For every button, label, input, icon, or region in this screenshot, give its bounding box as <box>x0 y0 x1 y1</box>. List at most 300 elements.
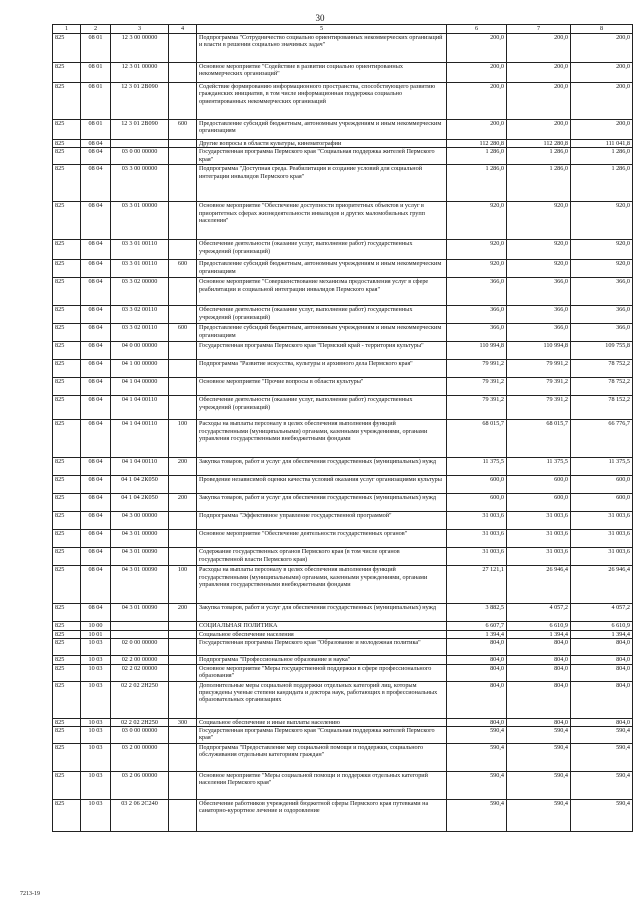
header-row <box>53 25 633 34</box>
expense-type-cell <box>169 396 197 420</box>
section-code-cell: 08 04 <box>81 148 111 165</box>
amount-year2-cell: 79 391,2 <box>507 378 571 396</box>
amount-year1-cell: 804,0 <box>447 681 507 718</box>
section-code-cell: 08 04 <box>81 260 111 278</box>
item-name-cell: Предоставление субсидий бюджетным, автономным учреждениям и иным некоммерческим организациям <box>197 120 447 140</box>
section-code-cell: 08 04 <box>81 396 111 420</box>
ministry-code-cell: 825 <box>53 530 81 548</box>
table-row <box>53 622 633 630</box>
section-code-cell: 08 04 <box>81 342 111 360</box>
amount-year1-cell: 200,0 <box>447 63 507 83</box>
expense-type-cell <box>169 378 197 396</box>
amount-year1-cell: 590,4 <box>447 772 507 800</box>
target-code-cell: 04 1 04 2К050 <box>111 494 169 512</box>
table-row <box>53 727 633 744</box>
table-row <box>53 278 633 306</box>
amount-year2-cell: 590,4 <box>507 772 571 800</box>
amount-year2-cell: 920,0 <box>507 202 571 240</box>
ministry-code-cell: 825 <box>53 458 81 476</box>
section-code-cell: 10 03 <box>81 772 111 800</box>
expense-type-cell <box>169 664 197 681</box>
expense-type-cell <box>169 772 197 800</box>
expense-type-cell <box>169 202 197 240</box>
item-name-cell: Обеспечение деятельности (оказание услуг, выполнение работ) государственных учреждений (организаций) <box>197 240 447 260</box>
table-row <box>53 378 633 396</box>
amount-year3-cell: 1 394,4 <box>571 630 633 638</box>
amount-year1-cell: 804,0 <box>447 656 507 664</box>
target-code-cell: 02 2 02 00000 <box>111 664 169 681</box>
amount-year2-cell: 366,0 <box>507 324 571 342</box>
amount-year2-cell: 31 003,6 <box>507 548 571 566</box>
expense-type-cell: 600 <box>169 324 197 342</box>
target-code-cell <box>111 622 169 630</box>
item-name-cell: Содействие формированию информационного пространства, способствующего развитию гражданских инициатив, в том числе информационная поддержка социально ориентированных некоммерческих организаций <box>197 83 447 120</box>
amount-year3-cell: 366,0 <box>571 324 633 342</box>
section-code-cell: 08 04 <box>81 604 111 622</box>
amount-year2-cell: 366,0 <box>507 278 571 306</box>
ministry-code-cell: 825 <box>53 306 81 324</box>
section-code-cell: 10 00 <box>81 622 111 630</box>
expense-type-cell <box>169 140 197 148</box>
amount-year3-cell: 804,0 <box>571 656 633 664</box>
ministry-code-cell: 825 <box>53 324 81 342</box>
amount-year3-cell: 920,0 <box>571 202 633 240</box>
ministry-code-cell: 825 <box>53 604 81 622</box>
ministry-code-cell: 825 <box>53 681 81 718</box>
ministry-code-cell: 825 <box>53 727 81 744</box>
amount-year1-cell: 6 607,7 <box>447 622 507 630</box>
ministry-code-cell: 825 <box>53 140 81 148</box>
section-code-cell: 10 03 <box>81 744 111 772</box>
section-code-cell: 08 04 <box>81 530 111 548</box>
expense-type-cell <box>169 800 197 832</box>
item-name-cell: Основное мероприятие "Содействие в развитии социально ориентированных некоммерческих организаций" <box>197 63 447 83</box>
ministry-code-cell: 825 <box>53 34 81 63</box>
table-row <box>53 664 633 681</box>
amount-year1-cell: 366,0 <box>447 278 507 306</box>
table-row <box>53 360 633 378</box>
ministry-code-cell: 825 <box>53 512 81 530</box>
table-row <box>53 324 633 342</box>
table-row <box>53 306 633 324</box>
item-name-cell: Обеспечение деятельности (оказание услуг, выполнение работ) государственных учреждений (организаций) <box>197 306 447 324</box>
section-code-cell: 08 04 <box>81 378 111 396</box>
section-code-cell: 08 04 <box>81 548 111 566</box>
table-row <box>53 342 633 360</box>
amount-year1-cell: 920,0 <box>447 260 507 278</box>
target-code-cell: 04 1 00 00000 <box>111 360 169 378</box>
item-name-cell: Подпрограмма "Эффективное управление государственной программой" <box>197 512 447 530</box>
amount-year3-cell: 366,0 <box>571 306 633 324</box>
section-code-cell: 08 04 <box>81 306 111 324</box>
amount-year2-cell: 920,0 <box>507 240 571 260</box>
item-name-cell: СОЦИАЛЬНАЯ ПОЛИТИКА <box>197 622 447 630</box>
amount-year3-cell: 804,0 <box>571 718 633 726</box>
expense-type-cell: 100 <box>169 566 197 604</box>
ministry-code-cell: 825 <box>53 622 81 630</box>
amount-year1-cell: 600,0 <box>447 494 507 512</box>
target-code-cell: 03 3 01 00000 <box>111 202 169 240</box>
column-header: 2 <box>81 25 111 34</box>
target-code-cell: 02 2 00 00000 <box>111 656 169 664</box>
ministry-code-cell: 825 <box>53 120 81 140</box>
amount-year1-cell: 590,4 <box>447 727 507 744</box>
target-code-cell: 04 3 01 00000 <box>111 530 169 548</box>
item-name-cell: Дополнительные меры социальной поддержки отдельных категорий лиц, которым присуждены ученые степени кандидата и доктора наук, работающих в профессиональных образовательных организациях <box>197 681 447 718</box>
amount-year1-cell: 31 003,6 <box>447 530 507 548</box>
table-row <box>53 140 633 148</box>
expense-type-cell <box>169 240 197 260</box>
ministry-code-cell: 825 <box>53 718 81 726</box>
section-code-cell: 10 03 <box>81 718 111 726</box>
target-code-cell: 12 3 01 2В090 <box>111 83 169 120</box>
amount-year1-cell: 366,0 <box>447 324 507 342</box>
table-row <box>53 772 633 800</box>
ministry-code-cell: 825 <box>53 420 81 458</box>
target-code-cell: 04 3 00 00000 <box>111 512 169 530</box>
table-row <box>53 630 633 638</box>
amount-year3-cell: 31 003,6 <box>571 548 633 566</box>
amount-year3-cell: 78 752,2 <box>571 360 633 378</box>
column-header: 8 <box>571 25 633 34</box>
item-name-cell: Подпрограмма "Профессиональное образование и наука" <box>197 656 447 664</box>
amount-year1-cell: 804,0 <box>447 639 507 656</box>
page-number: 30 <box>315 13 325 23</box>
ministry-code-cell: 825 <box>53 63 81 83</box>
section-code-cell: 08 04 <box>81 202 111 240</box>
expense-type-cell <box>169 639 197 656</box>
amount-year1-cell: 920,0 <box>447 202 507 240</box>
amount-year2-cell: 110 994,8 <box>507 342 571 360</box>
amount-year3-cell: 1 286,0 <box>571 148 633 165</box>
budget-table <box>52 24 633 832</box>
amount-year3-cell: 26 946,4 <box>571 566 633 604</box>
table-row <box>53 396 633 420</box>
table-row <box>53 148 633 165</box>
section-code-cell: 08 04 <box>81 458 111 476</box>
item-name-cell: Основное мероприятие "Меры социальной помощи и поддержки отдельных категорий населения Пермского края" <box>197 772 447 800</box>
amount-year1-cell: 920,0 <box>447 240 507 260</box>
amount-year2-cell: 26 946,4 <box>507 566 571 604</box>
amount-year3-cell: 590,4 <box>571 727 633 744</box>
amount-year1-cell: 1 286,0 <box>447 165 507 202</box>
item-name-cell: Подпрограмма "Развитие искусства, культуры и архивного дела Пермского края" <box>197 360 447 378</box>
expense-type-cell <box>169 512 197 530</box>
amount-year1-cell: 366,0 <box>447 306 507 324</box>
target-code-cell: 03 3 02 00000 <box>111 278 169 306</box>
amount-year1-cell: 804,0 <box>447 718 507 726</box>
expense-type-cell <box>169 165 197 202</box>
expense-type-cell <box>169 148 197 165</box>
table-row <box>53 420 633 458</box>
section-code-cell: 08 04 <box>81 566 111 604</box>
target-code-cell: 04 1 04 00110 <box>111 458 169 476</box>
target-code-cell: 03 3 00 00000 <box>111 165 169 202</box>
amount-year3-cell: 366,0 <box>571 278 633 306</box>
amount-year3-cell: 78 152,2 <box>571 396 633 420</box>
amount-year1-cell: 3 882,5 <box>447 604 507 622</box>
item-name-cell: Государственная программа Пермского края "Пермский край - территория культуры" <box>197 342 447 360</box>
expense-type-cell <box>169 656 197 664</box>
target-code-cell: 03 0 00 00000 <box>111 727 169 744</box>
table-row <box>53 260 633 278</box>
amount-year3-cell: 111 041,8 <box>571 140 633 148</box>
target-code-cell: 04 3 01 00090 <box>111 604 169 622</box>
ministry-code-cell: 825 <box>53 378 81 396</box>
column-header: 3 <box>111 25 169 34</box>
amount-year3-cell: 600,0 <box>571 476 633 494</box>
item-name-cell: Государственная программа Пермского края "Социальная поддержка жителей Пермского края" <box>197 727 447 744</box>
ministry-code-cell: 825 <box>53 396 81 420</box>
target-code-cell: 03 0 00 00000 <box>111 148 169 165</box>
amount-year3-cell: 4 057,2 <box>571 604 633 622</box>
target-code-cell: 03 2 06 2С240 <box>111 800 169 832</box>
amount-year2-cell: 1 394,4 <box>507 630 571 638</box>
ministry-code-cell: 825 <box>53 664 81 681</box>
amount-year3-cell: 804,0 <box>571 664 633 681</box>
ministry-code-cell: 825 <box>53 202 81 240</box>
amount-year2-cell: 31 003,6 <box>507 512 571 530</box>
column-header: 4 <box>169 25 197 34</box>
section-code-cell: 08 04 <box>81 476 111 494</box>
table-row <box>53 548 633 566</box>
expense-type-cell <box>169 681 197 718</box>
column-header: 7 <box>507 25 571 34</box>
table-row <box>53 63 633 83</box>
item-name-cell: Подпрограмма "Сотрудничество социально ориентированных некоммерческих организаций и власти в решении социально значимых задач" <box>197 34 447 63</box>
table-body <box>53 34 633 832</box>
amount-year2-cell: 200,0 <box>507 83 571 120</box>
section-code-cell: 08 04 <box>81 240 111 260</box>
target-code-cell: 02 0 00 00000 <box>111 639 169 656</box>
amount-year2-cell: 804,0 <box>507 664 571 681</box>
item-name-cell: Другие вопросы в области культуры, кинематографии <box>197 140 447 148</box>
item-name-cell: Социальное обеспечение населения <box>197 630 447 638</box>
column-header: 1 <box>53 25 81 34</box>
target-code-cell: 12 3 01 00000 <box>111 63 169 83</box>
item-name-cell: Социальное обеспечение и иные выплаты населению <box>197 718 447 726</box>
table-row <box>53 494 633 512</box>
target-code-cell: 04 3 01 00090 <box>111 548 169 566</box>
section-code-cell: 08 04 <box>81 140 111 148</box>
amount-year1-cell: 200,0 <box>447 120 507 140</box>
amount-year2-cell: 1 286,0 <box>507 165 571 202</box>
amount-year2-cell: 804,0 <box>507 656 571 664</box>
amount-year3-cell: 590,4 <box>571 800 633 832</box>
footer-code: 7213-19 <box>20 891 40 897</box>
section-code-cell: 10 03 <box>81 656 111 664</box>
section-code-cell: 10 03 <box>81 664 111 681</box>
expense-type-cell <box>169 278 197 306</box>
amount-year2-cell: 79 991,2 <box>507 360 571 378</box>
table-row <box>53 202 633 240</box>
expense-type-cell <box>169 34 197 63</box>
section-code-cell: 08 04 <box>81 360 111 378</box>
amount-year1-cell: 110 994,8 <box>447 342 507 360</box>
item-name-cell: Закупка товаров, работ и услуг для обеспечения государственных (муниципальных) нужд <box>197 458 447 476</box>
amount-year3-cell: 66 776,7 <box>571 420 633 458</box>
amount-year3-cell: 1 286,0 <box>571 165 633 202</box>
amount-year3-cell: 31 003,6 <box>571 512 633 530</box>
amount-year3-cell: 200,0 <box>571 83 633 120</box>
ministry-code-cell: 825 <box>53 548 81 566</box>
expense-type-cell <box>169 630 197 638</box>
amount-year3-cell: 6 610,9 <box>571 622 633 630</box>
expense-type-cell: 200 <box>169 604 197 622</box>
expense-type-cell <box>169 306 197 324</box>
ministry-code-cell: 825 <box>53 494 81 512</box>
amount-year2-cell: 804,0 <box>507 639 571 656</box>
section-code-cell: 08 04 <box>81 512 111 530</box>
amount-year2-cell: 11 375,5 <box>507 458 571 476</box>
ministry-code-cell: 825 <box>53 639 81 656</box>
amount-year3-cell: 200,0 <box>571 63 633 83</box>
amount-year2-cell: 112 280,8 <box>507 140 571 148</box>
amount-year1-cell: 79 991,2 <box>447 360 507 378</box>
target-code-cell: 03 3 01 00110 <box>111 240 169 260</box>
amount-year3-cell: 804,0 <box>571 681 633 718</box>
amount-year3-cell: 804,0 <box>571 639 633 656</box>
item-name-cell: Закупка товаров, работ и услуг для обеспечения государственных (муниципальных) нужд <box>197 494 447 512</box>
amount-year3-cell: 200,0 <box>571 120 633 140</box>
item-name-cell: Основное мероприятие "Меры государственной поддержки в сфере профессионального образования" <box>197 664 447 681</box>
amount-year1-cell: 804,0 <box>447 664 507 681</box>
ministry-code-cell: 825 <box>53 476 81 494</box>
target-code-cell: 04 1 04 00110 <box>111 420 169 458</box>
item-name-cell: Основное мероприятие "Совершенствование механизма предоставления услуг в сфере реабилитации и социальной интеграции инвалидов Пермского края" <box>197 278 447 306</box>
table-row <box>53 604 633 622</box>
table-row <box>53 566 633 604</box>
expense-type-cell <box>169 727 197 744</box>
amount-year1-cell: 31 003,6 <box>447 512 507 530</box>
target-code-cell: 12 3 01 2В090 <box>111 120 169 140</box>
ministry-code-cell: 825 <box>53 772 81 800</box>
amount-year2-cell: 68 015,7 <box>507 420 571 458</box>
table-row <box>53 458 633 476</box>
amount-year2-cell: 590,4 <box>507 800 571 832</box>
item-name-cell: Проведение независимой оценки качества условий оказания услуг организациями культуры <box>197 476 447 494</box>
amount-year3-cell: 590,4 <box>571 744 633 772</box>
amount-year2-cell: 200,0 <box>507 63 571 83</box>
target-code-cell: 04 1 04 00110 <box>111 396 169 420</box>
column-header: 5 <box>197 25 447 34</box>
target-code-cell: 04 1 04 00000 <box>111 378 169 396</box>
ministry-code-cell: 825 <box>53 360 81 378</box>
item-name-cell: Расходы на выплаты персоналу в целях обеспечения выполнения функций государственными (муниципальными) органами, казенными учреждениями, органами управления государственными внебюджетными фондами <box>197 420 447 458</box>
item-name-cell: Обеспечение деятельности (оказание услуг, выполнение работ) государственных учреждений (организаций) <box>197 396 447 420</box>
ministry-code-cell: 825 <box>53 744 81 772</box>
section-code-cell: 10 03 <box>81 800 111 832</box>
amount-year1-cell: 27 121,1 <box>447 566 507 604</box>
table-row <box>53 165 633 202</box>
amount-year3-cell: 920,0 <box>571 260 633 278</box>
section-code-cell: 10 03 <box>81 639 111 656</box>
ministry-code-cell: 825 <box>53 630 81 638</box>
expense-type-cell <box>169 342 197 360</box>
expense-type-cell: 200 <box>169 494 197 512</box>
item-name-cell: Основное мероприятие "Обеспечение деятельности государственных органов" <box>197 530 447 548</box>
item-name-cell: Основное мероприятие "Обеспечение доступности приоритетных объектов и услуг в приоритетных сферах жизнедеятельности инвалидов и других маломобильных групп населения" <box>197 202 447 240</box>
amount-year1-cell: 112 280,8 <box>447 140 507 148</box>
amount-year2-cell: 590,4 <box>507 727 571 744</box>
amount-year1-cell: 79 391,2 <box>447 396 507 420</box>
table-row <box>53 120 633 140</box>
amount-year2-cell: 920,0 <box>507 260 571 278</box>
amount-year2-cell: 31 003,6 <box>507 530 571 548</box>
section-code-cell: 08 01 <box>81 34 111 63</box>
amount-year3-cell: 78 752,2 <box>571 378 633 396</box>
expense-type-cell <box>169 744 197 772</box>
expense-type-cell: 200 <box>169 458 197 476</box>
amount-year3-cell: 600,0 <box>571 494 633 512</box>
expense-type-cell: 300 <box>169 718 197 726</box>
target-code-cell: 03 3 01 00110 <box>111 260 169 278</box>
column-header: 6 <box>447 25 507 34</box>
section-code-cell: 08 04 <box>81 278 111 306</box>
item-name-cell: Содержание государственных органов Пермского края (в том числе органов государственной власти Пермского края) <box>197 548 447 566</box>
target-code-cell: 04 0 00 00000 <box>111 342 169 360</box>
ministry-code-cell: 825 <box>53 566 81 604</box>
item-name-cell: Подпрограмма "Доступная среда. Реабилитация и создание условий для социальной интеграции инвалидов Пермского края" <box>197 165 447 202</box>
target-code-cell: 04 1 04 2К050 <box>111 476 169 494</box>
amount-year2-cell: 590,4 <box>507 744 571 772</box>
amount-year1-cell: 200,0 <box>447 83 507 120</box>
section-code-cell: 10 03 <box>81 727 111 744</box>
amount-year2-cell: 366,0 <box>507 306 571 324</box>
expense-type-cell: 600 <box>169 120 197 140</box>
section-code-cell: 10 01 <box>81 630 111 638</box>
section-code-cell: 08 04 <box>81 165 111 202</box>
table-row <box>53 639 633 656</box>
ministry-code-cell: 825 <box>53 342 81 360</box>
amount-year1-cell: 79 391,2 <box>447 378 507 396</box>
amount-year2-cell: 804,0 <box>507 681 571 718</box>
target-code-cell: 03 2 00 00000 <box>111 744 169 772</box>
table-row <box>53 656 633 664</box>
target-code-cell: 02 2 02 2Н250 <box>111 718 169 726</box>
target-code-cell: 03 2 06 00000 <box>111 772 169 800</box>
item-name-cell: Предоставление субсидий бюджетным, автономным учреждениям и иным некоммерческим организациям <box>197 324 447 342</box>
table-row <box>53 83 633 120</box>
amount-year1-cell: 11 375,5 <box>447 458 507 476</box>
amount-year1-cell: 68 015,7 <box>447 420 507 458</box>
table-row <box>53 512 633 530</box>
target-code-cell: 03 3 02 00110 <box>111 324 169 342</box>
target-code-cell: 02 2 02 2Н250 <box>111 681 169 718</box>
amount-year2-cell: 4 057,2 <box>507 604 571 622</box>
amount-year3-cell: 590,4 <box>571 772 633 800</box>
expense-type-cell: 600 <box>169 260 197 278</box>
amount-year1-cell: 600,0 <box>447 476 507 494</box>
table-row <box>53 530 633 548</box>
item-name-cell: Основное мероприятие "Прочие вопросы в области культуры" <box>197 378 447 396</box>
amount-year2-cell: 1 286,0 <box>507 148 571 165</box>
amount-year1-cell: 200,0 <box>447 34 507 63</box>
ministry-code-cell: 825 <box>53 260 81 278</box>
amount-year3-cell: 920,0 <box>571 240 633 260</box>
item-name-cell: Государственная программа Пермского края "Социальная поддержка жителей Пермского края" <box>197 148 447 165</box>
section-code-cell: 08 01 <box>81 83 111 120</box>
expense-type-cell <box>169 476 197 494</box>
table-row <box>53 718 633 726</box>
expense-type-cell <box>169 83 197 120</box>
amount-year2-cell: 200,0 <box>507 120 571 140</box>
section-code-cell: 08 04 <box>81 420 111 458</box>
expense-type-cell <box>169 530 197 548</box>
amount-year1-cell: 1 286,0 <box>447 148 507 165</box>
amount-year2-cell: 200,0 <box>507 34 571 63</box>
amount-year2-cell: 6 610,9 <box>507 622 571 630</box>
